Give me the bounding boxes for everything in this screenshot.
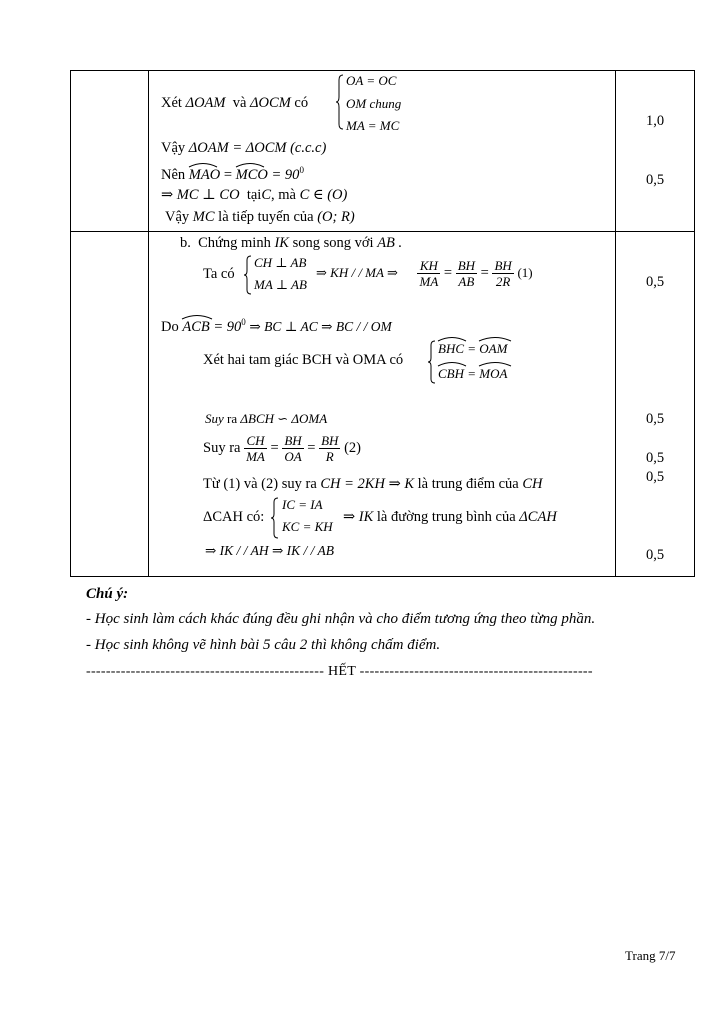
angle-line: Nên MAO = MCO = $90^0$: [161, 165, 304, 183]
triangle-ocm: ΔOCM: [250, 95, 291, 111]
parallel-text: song song với: [292, 235, 374, 251]
xet-hai-tam-giac: Xét hai tam giác BCH và OMA có: [203, 352, 404, 368]
system-1-line-1: OA = OC: [346, 73, 397, 88]
table-left-border: [70, 70, 71, 577]
and-word: và: [232, 95, 247, 111]
score-4: 0,5: [645, 411, 665, 427]
system-angles-line-1: [438, 341, 507, 357]
consider-prefix: Xét: [161, 95, 182, 111]
table-col-divider-1: [148, 70, 149, 577]
tangent-prefix: Vậy: [165, 209, 190, 225]
similar-statement: ΔBCH ∽ ΔOMA: [240, 411, 328, 426]
note-line-1: - Học sinh làm cách khác đúng đều ghi nhận và cho điểm tương ứng theo từng phần.: [86, 611, 596, 627]
note-line-2: - Học sinh không vẽ hình bài 5 câu 2 thì không chấm điểm.: [86, 637, 441, 653]
part-b-label: b.: [180, 235, 191, 251]
score-7: 0,5: [645, 547, 665, 563]
equals-sign: =: [307, 439, 316, 456]
brace-2: [244, 255, 252, 295]
angle-bhc: BHC: [438, 341, 464, 357]
ch-equation: CH = 2KH ⇒ K: [320, 476, 415, 492]
acb-value: = 90: [213, 318, 242, 335]
midline-statement: [343, 509, 557, 526]
system-1-line-2: OM chung: [346, 96, 402, 111]
suy-word: Suy: [205, 411, 224, 426]
degree-mark: 0: [299, 165, 304, 175]
triangle-cah-label: ΔCAH có:: [203, 509, 265, 525]
tu-text: Từ (1) và (2) suy ra: [203, 476, 317, 492]
part-b-heading-text: Chứng minh: [198, 235, 271, 251]
consider-line: [161, 95, 308, 112]
segment-ik: IK: [274, 235, 289, 251]
segment-ab: AB .: [377, 235, 403, 251]
table-top-border: [70, 70, 695, 71]
segment-ch: CH: [522, 476, 543, 492]
tai-word: tại: [246, 187, 262, 203]
score-6: 0,5: [645, 469, 665, 485]
equals-sign: =: [270, 439, 279, 456]
so-prefix: Nên: [161, 166, 186, 183]
equals-sign: =: [467, 366, 477, 381]
ratio-line-1: [316, 258, 533, 289]
angle-moa: MOA: [479, 366, 507, 382]
angle-mco: MCO: [236, 167, 268, 184]
do-word: Do: [161, 318, 179, 335]
therefore-prefix: Vậy: [161, 140, 186, 156]
congruence-statement: ΔOAM = ΔOCM (c.c.c): [188, 140, 327, 156]
score-5: 0,5: [645, 450, 665, 466]
tangent-line: [165, 209, 355, 226]
score-1: 1,0: [645, 113, 665, 129]
table-col-divider-2: [615, 70, 616, 577]
equals-sign: =: [443, 264, 453, 281]
notes-title: Chú ý:: [86, 586, 129, 602]
triangle-cah: ΔCAH: [519, 509, 557, 525]
congruence-line: [161, 140, 326, 157]
angle-cbh: CBH: [438, 366, 464, 382]
segment-mc: MC: [192, 209, 215, 225]
system-1-line-3: MA = MC: [346, 118, 400, 133]
acb-implication: ⇒ BC ⊥ AC ⇒ BC / / OM: [249, 318, 392, 334]
angle-mao: MAO: [189, 167, 220, 184]
equation-ref-2: (2): [344, 439, 361, 456]
circle-o-r: (O; R): [317, 209, 355, 225]
equation-ref-1: (1): [517, 264, 533, 280]
system-2-line-1: CH ⊥ AB: [254, 255, 307, 270]
fraction-bh-ab: $\frac{BH}{AB}$: [457, 258, 476, 289]
brace-4: [271, 497, 279, 539]
triangle-oam: ΔOAM: [185, 95, 226, 111]
page-number: Trang 7/7: [625, 948, 676, 963]
system-2-line-2: MA ⊥ AB: [254, 277, 307, 292]
has-word: có: [294, 95, 309, 111]
midpoint-line: [203, 476, 543, 493]
angle-oam: OAM: [479, 341, 507, 357]
fraction-ch-ma: $\frac{CH}{MA}$: [246, 433, 265, 464]
table-bottom-border: [70, 576, 695, 577]
angle-acb: ACB: [182, 319, 209, 336]
point-c: C: [261, 187, 271, 203]
angle-value: = 90: [271, 166, 300, 183]
midpoint-text: là trung điểm của: [417, 476, 519, 492]
equals-sign: =: [467, 341, 477, 356]
implies-kh-ma: ⇒ KH / / MA ⇒: [316, 264, 398, 280]
brace-1: [336, 74, 344, 130]
degree-mark: 0: [241, 317, 246, 327]
final-conclusion: ⇒ IK / / AH ⇒ IK / / AB: [205, 543, 335, 558]
system-angles-line-2: [438, 366, 507, 382]
equals-sign: =: [480, 264, 489, 281]
fraction-bh-2r: $\frac{BH}{2R}$: [494, 258, 512, 289]
tangent-text: là tiếp tuyến của: [218, 209, 314, 225]
system-3-line-1: IC = IA: [282, 497, 323, 512]
perpendicular-line: [161, 187, 347, 204]
fraction-kh-ma: $\frac{KH}{MA}$: [419, 258, 439, 289]
ta-co: Ta có: [203, 266, 235, 282]
fraction-bh-r: $\frac{BH}{R}$: [321, 433, 339, 464]
c-in-circle: C ∈ (O): [299, 187, 348, 203]
fraction-bh-oa: $\frac{BH}{OA}$: [284, 433, 302, 464]
similar-line: [205, 411, 327, 427]
system-3-line-2: KC = KH: [282, 519, 333, 534]
table-row-divider: [70, 231, 695, 232]
suy-ra: Suy ra: [203, 439, 241, 456]
part-b-heading: [180, 235, 402, 252]
perp-statement: ⇒ MC ⊥ CO: [161, 187, 240, 203]
implies-ik: ⇒ IK: [343, 509, 374, 525]
ra-word: ra: [227, 411, 238, 426]
ratio-line-2: [203, 433, 361, 464]
ma-word: , mà: [270, 187, 296, 203]
midline-text: là đường trung bình của: [376, 509, 516, 525]
score-3: 0,5: [645, 274, 665, 290]
table-right-border: [694, 70, 695, 577]
brace-3: [428, 340, 436, 384]
do-line: [161, 317, 392, 336]
score-2: 0,5: [645, 172, 665, 188]
end-line: ------------------------------------------------ HẾT -----------------------------------------------: [86, 664, 593, 679]
